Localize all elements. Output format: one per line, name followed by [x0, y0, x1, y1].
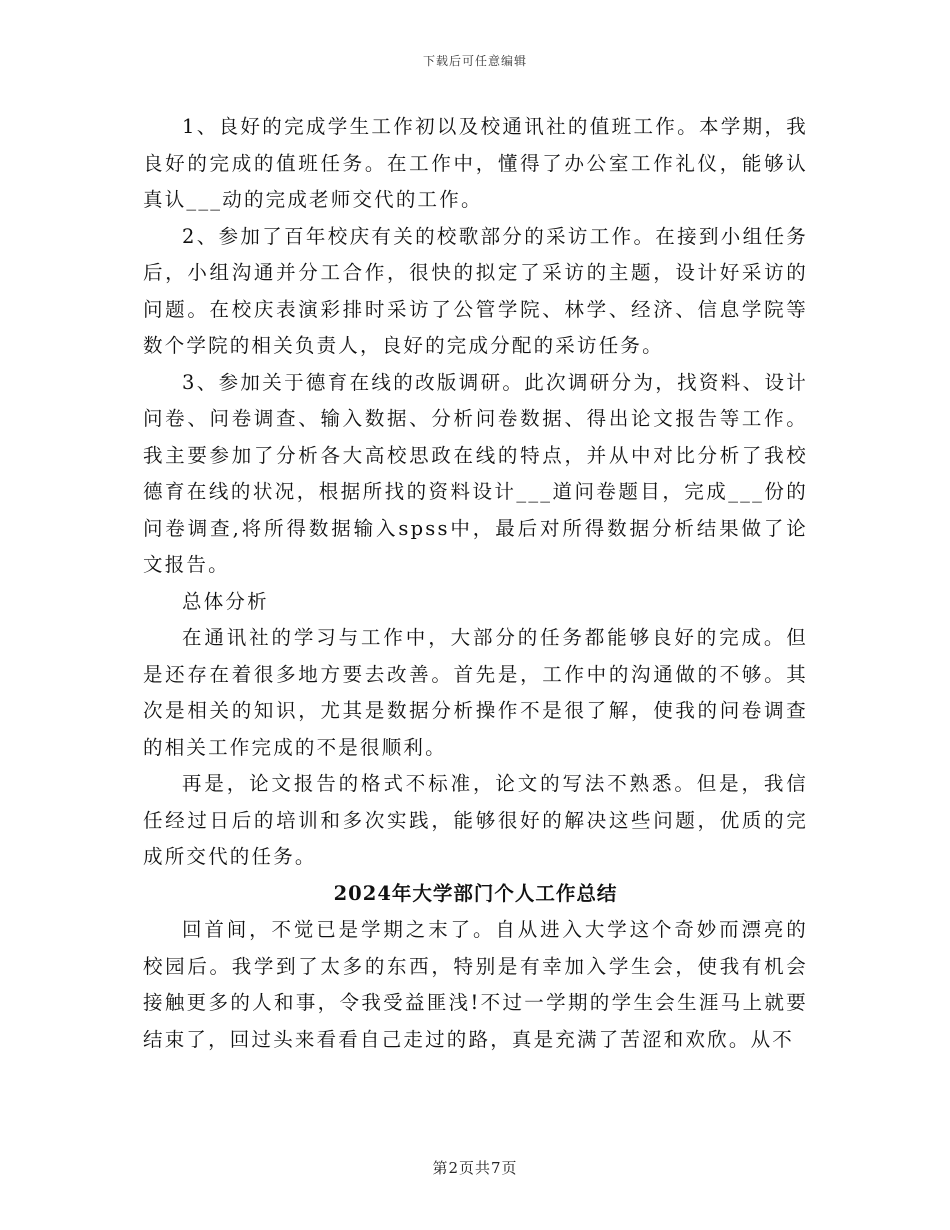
paragraph-item-1: 1、良好的完成学生工作初以及校通讯社的值班工作。本学期，我良好的完成的值班任务。在工作中，懂得了办公室工作礼仪，能够认真认___动的完成老师交代的工作。	[143, 115, 808, 211]
paragraph-item-2: 2、参加了百年校庆有关的校歌部分的采访工作。在接到小组任务后，小组沟通并分工合作，很快的拟定了采访的主题，设计好采访的问题。在校庆表演彩排时采访了公管学院、林学、经济、信息学院等数个学院的相关负责人，良好的完成分配的采访任务。	[143, 224, 808, 357]
header-note: 下载后可任意编辑	[422, 54, 527, 68]
analysis-heading: 总体分析	[182, 589, 269, 613]
paragraph-analysis-1: 在通讯社的学习与工作中，大部分的任务都能够良好的完成。但是还存在着很多地方要去改善。首先是，工作中的沟通做的不够。其次是相关的知识，尤其是数据分析操作不是很了解，使我的问卷调查的相关工作完成的不是很顺利。	[143, 626, 808, 759]
document-body	[143, 109, 808, 1058]
section-title: 2024年大学部门个人工作总结	[333, 881, 618, 905]
page-number: 第2页共7页	[432, 1159, 518, 1177]
paragraph-analysis-2: 再是，论文报告的格式不标准，论文的写法不熟悉。但是，我信任经过日后的培训和多次实践，能够很好的解决这些问题，优质的完成所交代的任务。	[143, 772, 808, 868]
paragraph-item-3: 3、参加关于德育在线的改版调研。此次调研分为，找资料、设计问卷、问卷调查、输入数据、分析问卷数据、得出论文报告等工作。我主要参加了分析各大高校思政在线的特点，并从中对比分析了我校德育在线的状况，根据所找的资料设计___道问卷题目，完成___份的问卷调查,将所得数据输入spss中，最后对所得数据分析结果做了论文报告。	[143, 370, 808, 576]
paragraph-summary-intro: 回首间，不觉已是学期之末了。自从进入大学这个奇妙而漂亮的校园后。我学到了太多的东西，特别是有幸加入学生会，使我有机会接触更多的人和事，令我受益匪浅!不过一学期的学生会生涯马上就要结束了，回过头来看看自己走过的路，真是充满了苦涩和欢欣。从不	[143, 918, 808, 1051]
